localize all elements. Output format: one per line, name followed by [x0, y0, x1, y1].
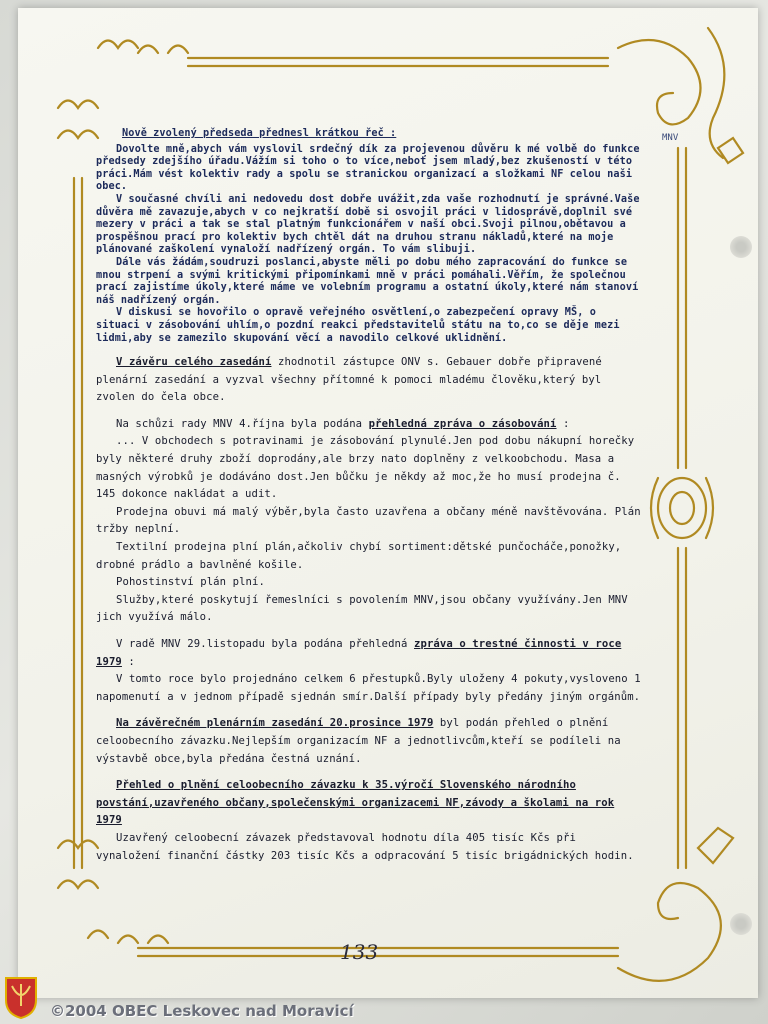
copyright-footer: ©2004 OBEC Leskovec nad Moravicí [50, 1002, 354, 1020]
underlined-lead: zpráva o trestné činnosti v roce 1979 [96, 638, 622, 668]
paragraph [96, 194, 644, 257]
paragraph-text: V tomto roce bylo projednáno celkem 6 přestupků.Byly uloženy 4 pokuty,vysloveno 1 napomenutí a v jednom případě sjednán smír.Další případy byly předány jiným orgánům. [96, 673, 641, 703]
document-body [96, 128, 644, 865]
spacer [96, 407, 644, 416]
underlined-lead: přehledná zpráva o zásobování [368, 417, 557, 430]
paragraph-text: : [556, 417, 570, 430]
paragraph [96, 715, 644, 768]
underlined-lead: Přehled o plnění celoobecního závazku k 35.výročí Slovenského národního povstání,uzavřeného občany,společenskými organizacemi NF,závody a školami na rok 1979 [96, 779, 615, 827]
paragraph-prefix: Na schůzi rady MNV 4.října byla podána [116, 417, 369, 430]
spacer [96, 706, 644, 715]
paragraph [96, 257, 644, 307]
paragraph [96, 574, 644, 592]
underlined-lead: Na závěrečném plenárním zasedání 20.prosince 1979 [116, 717, 434, 730]
paragraph [96, 307, 644, 345]
spacer [96, 345, 644, 354]
paragraph-text: V současné chvíli ani nedovedu dost dobře uvážit,zda vaše rozhodnutí je správné.Vaše důvěra mě zavazuje,abych v co nejkratší době si osvojil práci v lidosprávě,doplnil své mezery v práci a tak se stal platným funkcionářem v naší obci.Svoji pilnou,obětavou a prospěšnou prací pro kolektiv bych chtěl dát na druhou stranu nákladů,které na moje plánované zaškolení vynaloží nadřízený orgán. To vám slibuji. [96, 193, 640, 256]
paragraph-text: Dovolte mně,abych vám vyslovil srdečný dík za projevenou důvěru k mé volbě do funkce předsedy zdejšího úřadu.Vážím si toho o to více,neboť jsem mladý,bez zkušeností v této práci.Mám vést kolektiv rady a spolu se stranickou organizací a složkami NF celou naši obec. [96, 143, 640, 193]
paragraph-text: : [121, 655, 135, 668]
coat-of-arms-logo [4, 976, 38, 1020]
paragraph-text: zhodnotil zástupce ONV s. Gebauer dobře připravené plenární zasedání a vyzval všechny přítomné k pomoci mladému člověku,který byl zvolen do čela obce. [96, 356, 602, 404]
paragraph-text: Dále vás žádám,soudruzi poslanci,abyste měli po dobu mého zapracování do funkce se mnou strpení a svými kritickými připomínkami mně v práci pomáhali.Věřím, že společnou prací zajistíme úkoly,které máme ve volebním programu a ostatní úkoly,které nám stanoví náš nadřízený orgán. [96, 256, 639, 306]
spacer [96, 768, 644, 777]
paragraph-text: Uzavřený celoobecní závazek představoval hodnotu díla 405 tisíc Kčs při vynaložení finanční částky 203 tisíc Kčs a odpracování 5 tisíc brigádnických hodin. [96, 831, 634, 862]
paragraph [96, 636, 644, 671]
paragraph [96, 416, 644, 434]
paragraph-text: byl podán přehled o plnění celoobecního závazku.Nejlepším organizacím NF a jednotlivcům,kteří se podíleli na výstavbě obce,byla předána čestná uznání. [96, 717, 621, 765]
paragraph [96, 539, 644, 574]
punch-hole [730, 236, 752, 258]
heading-text: Nově zvolený předseda přednesl krátkou řeč : [122, 128, 397, 139]
header-mark: MNV [662, 133, 679, 143]
paragraph [96, 433, 644, 503]
page-number: 133 [340, 940, 379, 964]
section-heading [122, 128, 644, 141]
underlined-lead: V závěru celého zasedání [116, 356, 272, 369]
punch-hole [730, 913, 752, 935]
paragraph-text: Služby,které poskytují řemeslníci s povolením MNV,jsou občany využívány.Jen MNV jich využívá málo. [96, 593, 628, 624]
paragraph [96, 671, 644, 706]
paragraph [96, 777, 644, 830]
paragraph-text: Textilní prodejna plní plán,ačkoliv chybí sortiment:dětské punčocháče,ponožky, drobné prádlo a bavlněné košile. [96, 541, 622, 571]
paragraph [96, 354, 644, 407]
paragraph [96, 592, 644, 627]
paragraph-text: ... V obchodech s potravinami je zásobování plynulé.Jen pod dobu nákupní horečky byly některé druhy zboží doprodány,ale brzy nato doplněny z velkoobchodu. Masa a masných výrobků je dodáváno dost.Jen bůčku je někdy až moc,že ho musí prodejna č. 145 dokonce nakládat a udit. [96, 435, 635, 501]
paragraph [96, 504, 644, 539]
paragraph-text: Pohostinství plán plní. [116, 576, 265, 589]
paragraph-text: V diskusi se hovořilo o opravě veřejného osvětlení,o zabezpečení opravy MŠ, o situaci v zásobování uhlím,o pozdní reakci představitelů státu na to,co se děje mezi lidmi,aby se zamezilo skupování věcí a navodilo celkové uklidnění. [96, 307, 620, 344]
paragraph-text: Prodejna obuvi má malý výběr,byla často uzavřena a občany méně navštěvována. Plán tržby neplní. [96, 505, 641, 536]
paragraph [96, 830, 644, 865]
paragraph [96, 144, 644, 194]
paragraph-prefix: V radě MNV 29.listopadu byla podána přehledná [116, 638, 414, 650]
spacer [96, 627, 644, 636]
